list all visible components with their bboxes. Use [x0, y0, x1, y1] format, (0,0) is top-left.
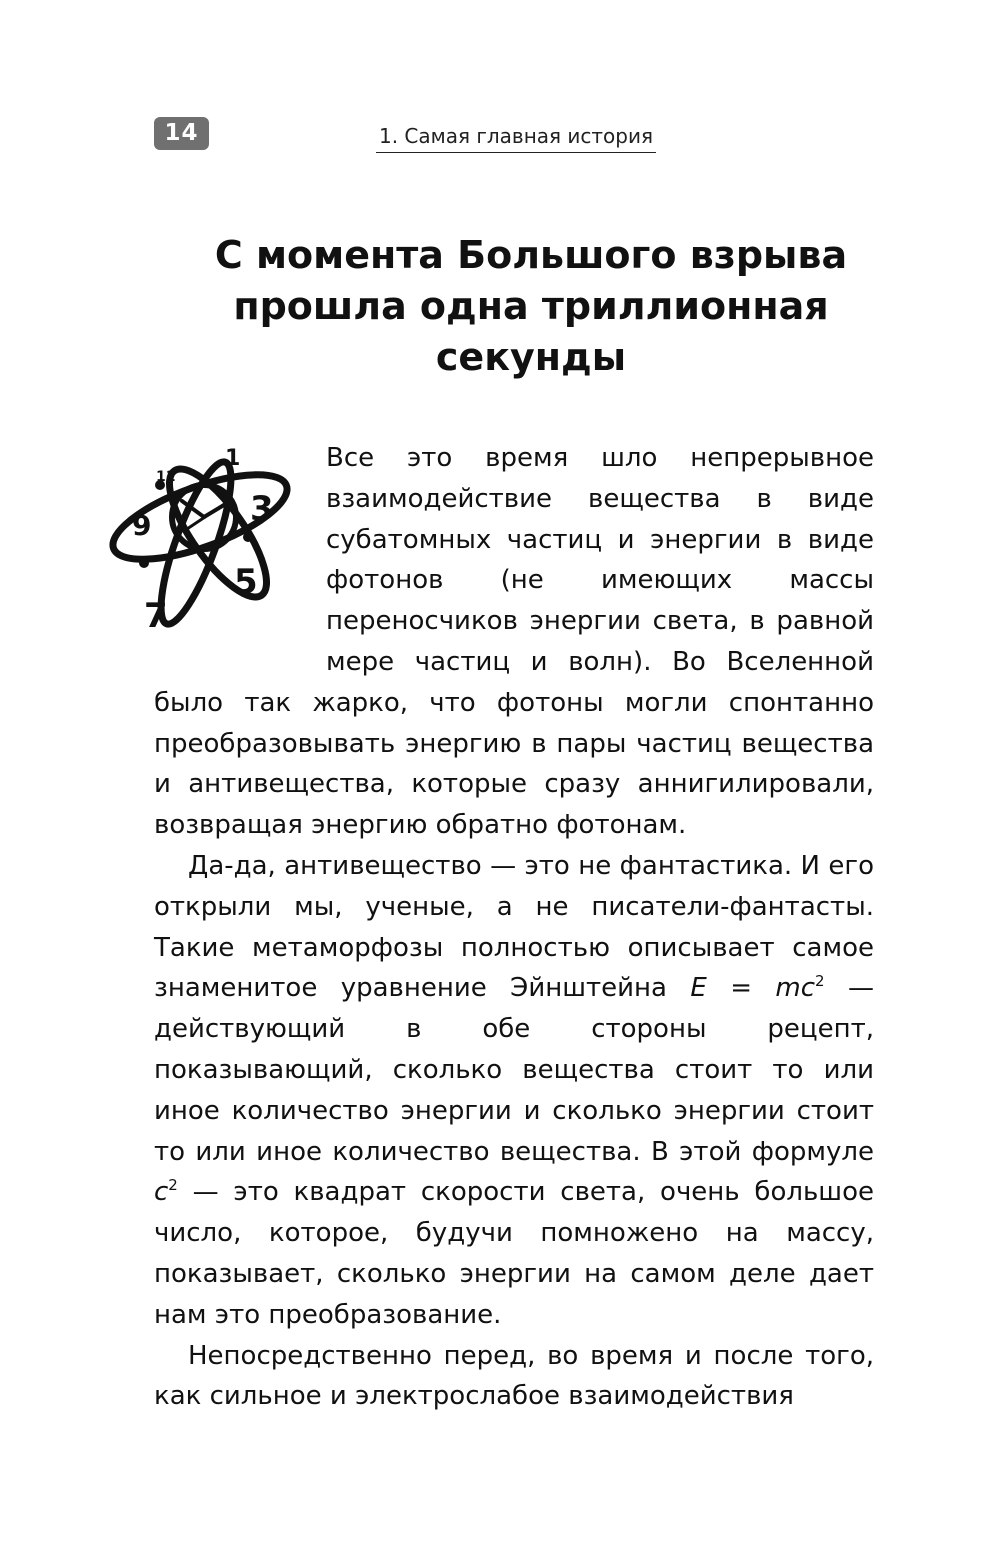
paragraph-text: — действующий в обе стороны рецепт, показывающий, сколько вещества стоит то или иное количество энергии и сколько энергии стоит то или иное количество вещества. В этой формуле: [154, 973, 875, 1167]
paragraph-text: Да-да, антивещество — это не фантастика. И его открыли мы, ученые, а не писатели-фантасты. Такие метаморфозы полностью описывает самое знаменитое уравнение Эйнштейна: [154, 850, 874, 1004]
body-text: [154, 438, 874, 1417]
paragraph: [154, 846, 874, 1336]
clock-numeral: 3: [250, 489, 274, 529]
section-title-line: прошла одна триллионная: [233, 284, 829, 328]
clock-numeral: 9: [132, 509, 152, 542]
running-header: 1. Самая главная история: [376, 122, 656, 153]
illustration-spacer: [154, 438, 326, 682]
section-title: [154, 230, 908, 383]
formula-exponent: 2: [168, 1176, 178, 1195]
formula-text: c: [154, 1177, 169, 1208]
formula-exponent: 2: [815, 972, 825, 991]
clock-numeral: 7: [144, 596, 168, 636]
paragraph-text: — это квадрат скорости света, очень большое число, которое, будучи помножено на массу, показывает, сколько энергии на самом деле дает нам это преобразование.: [154, 1177, 874, 1330]
paragraph: Все это время шло непрерывное взаимодействие вещества в виде субатомных частиц и энергии в виде фотонов (не имеющих массы переносчиков энергии света, в равной мере частиц и волн). Во Вселенной было так жарко, что фотоны могли спонтанно преобразовывать энергию в пары частиц вещества и антивещества, которые сразу аннигилировали, возвращая энергию обратно фотонам.: [154, 443, 874, 841]
paragraph: Непосредственно перед, во время и после того, как сильное и электрослабое взаимодействия: [154, 1340, 874, 1412]
speed-of-light-symbol: [154, 1177, 178, 1207]
section-title-line: секунды: [435, 335, 627, 379]
einstein-formula: [690, 973, 824, 1003]
clock-numeral: 5: [234, 562, 258, 602]
electron: [139, 558, 149, 568]
formula-text: E = mc: [690, 973, 816, 1004]
clock-numeral: 1: [225, 446, 241, 471]
section-title-line: С момента Большого взрыва: [214, 233, 848, 277]
clock-numeral: 11: [156, 469, 176, 485]
page-number: 14: [154, 117, 209, 150]
